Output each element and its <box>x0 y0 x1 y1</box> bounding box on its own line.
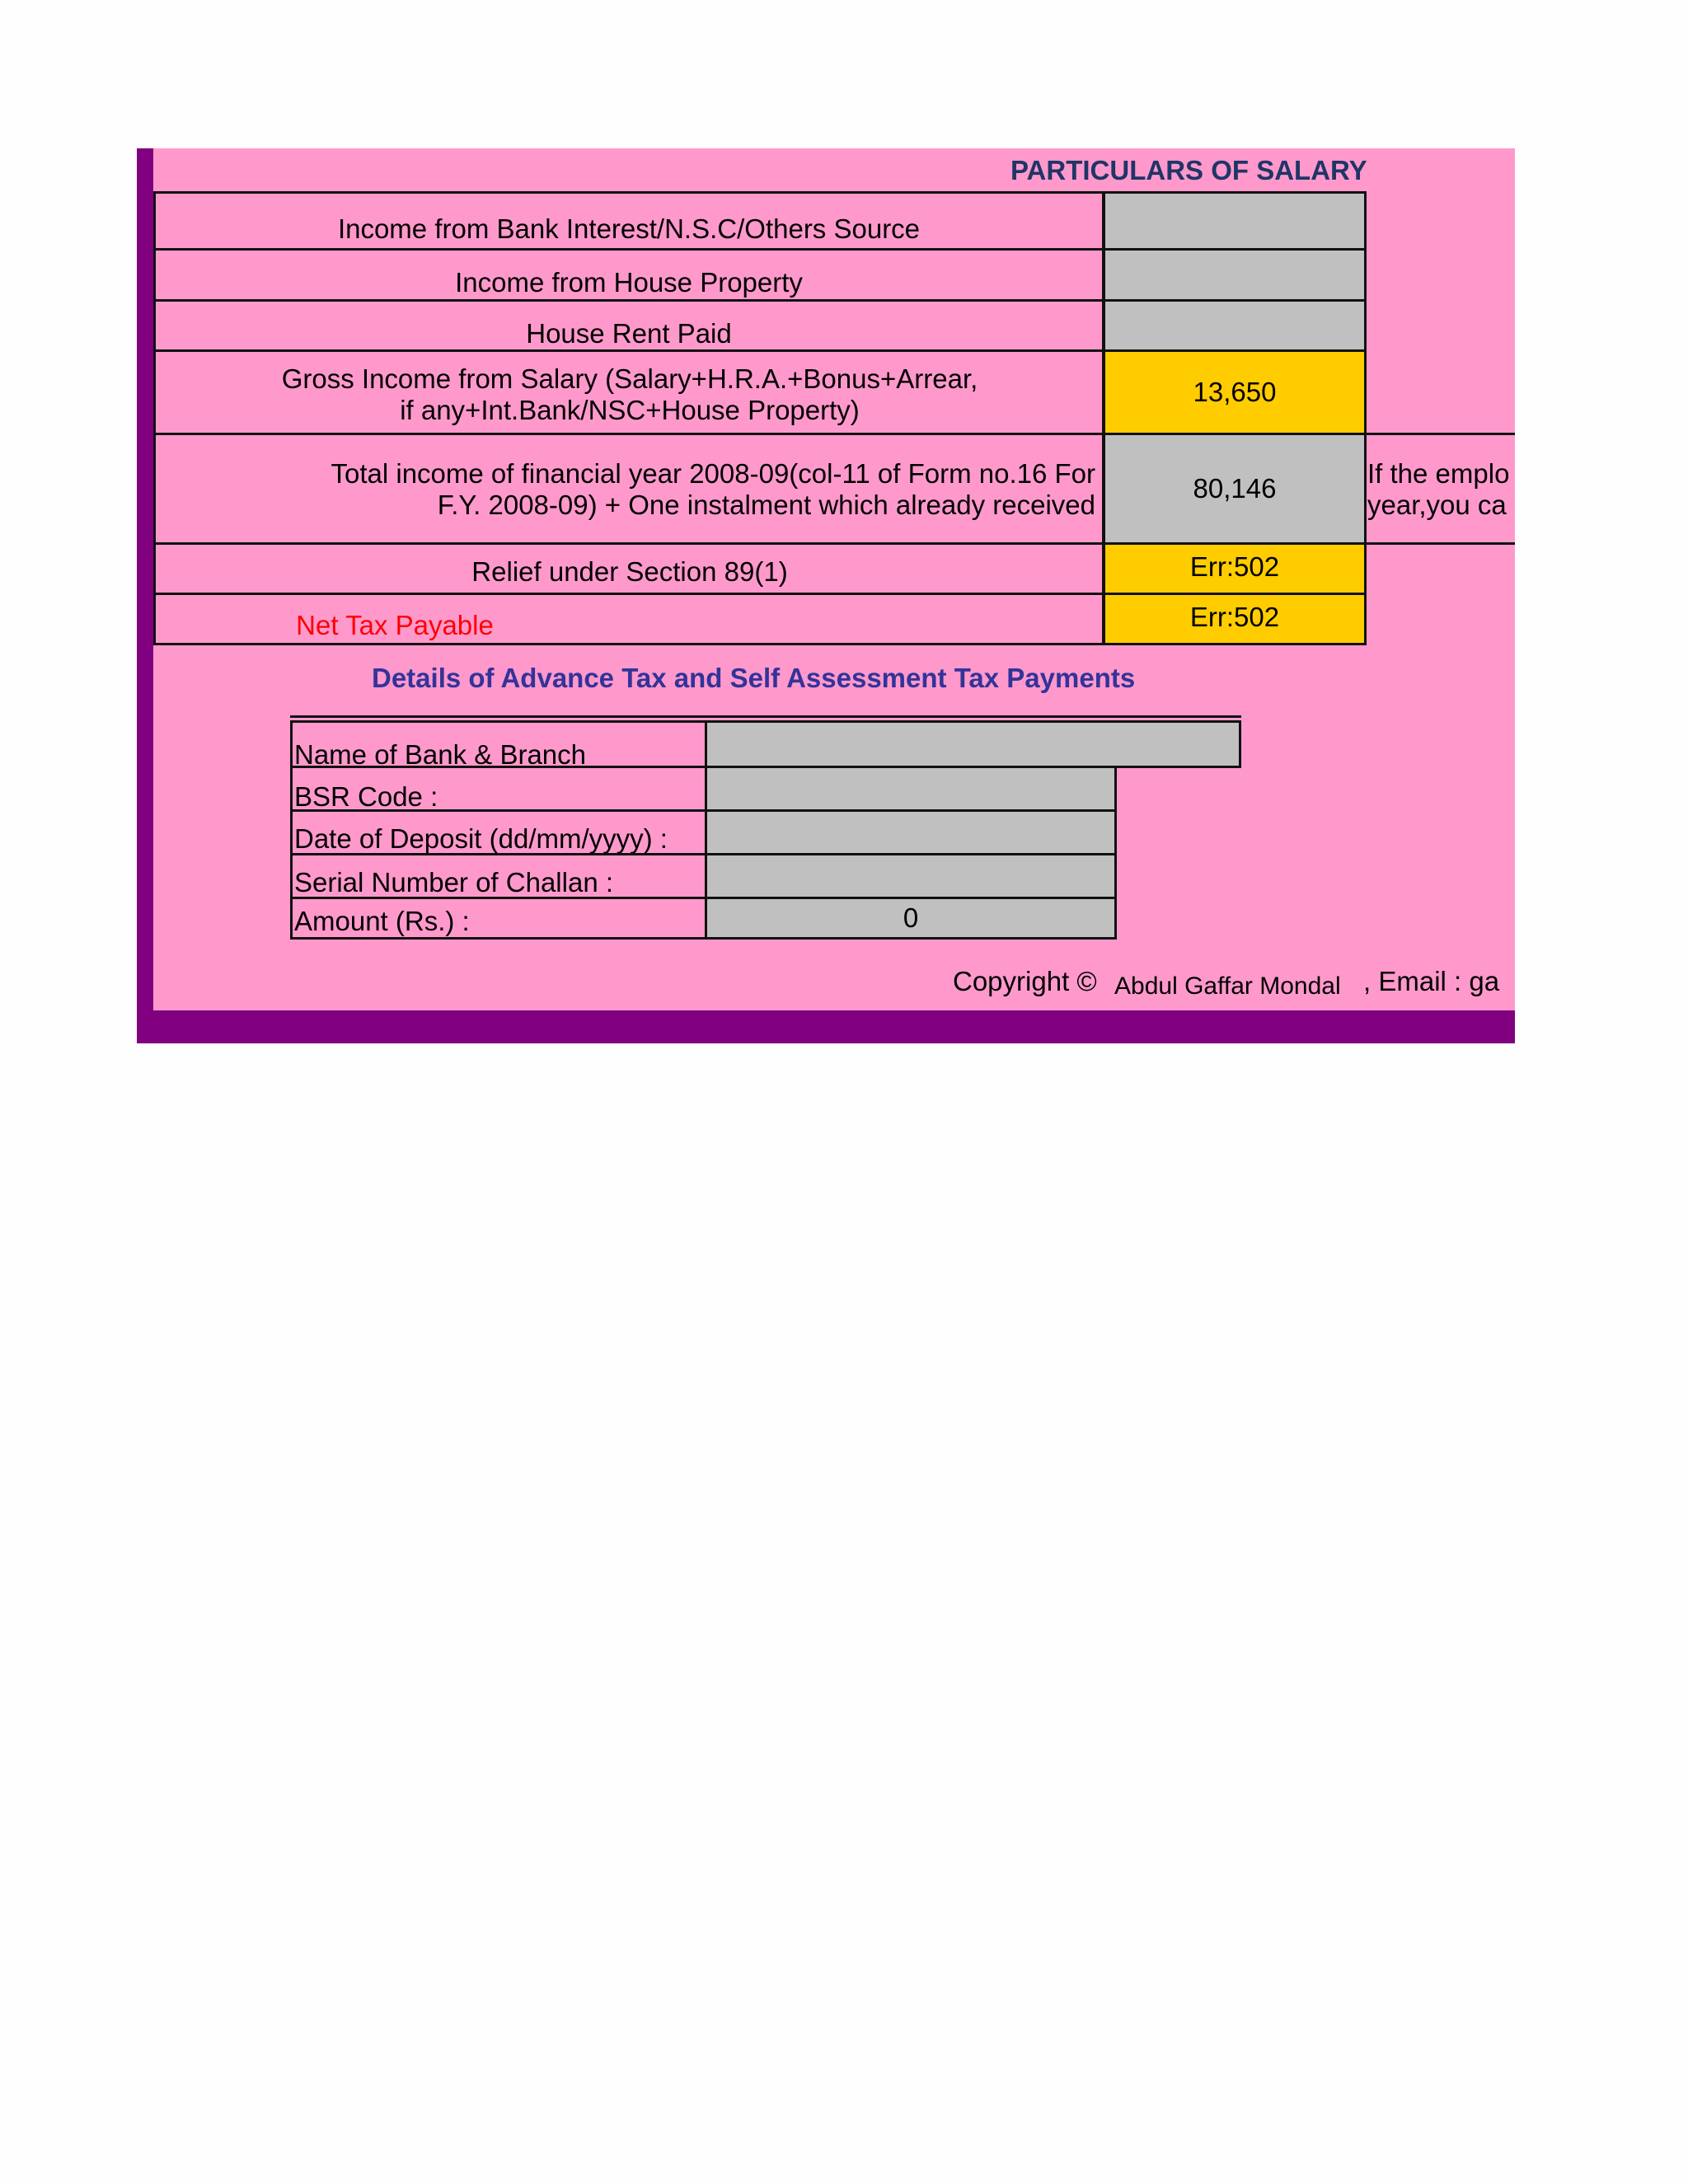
copyright-label: Copyright © <box>953 966 1097 996</box>
row-bank-branch: Name of Bank & Branch <box>290 720 707 768</box>
section-title-salary: PARTICULARS OF SALARY <box>1010 155 1367 185</box>
row-total-income <box>153 433 1104 545</box>
employer-note-cell <box>1364 433 1515 545</box>
row-label: Income from Bank Interest/N.S.C/Others Source <box>337 213 921 244</box>
row-bank-interest <box>153 191 1104 251</box>
row-label: Relief under Section 89(1) <box>471 556 788 587</box>
bottom-border-bar <box>137 1010 1515 1043</box>
row-bsr-code: BSR Code : <box>290 766 707 812</box>
row-house-property <box>153 248 1104 302</box>
bsr-code-input[interactable] <box>705 766 1117 812</box>
house-property-input[interactable] <box>1103 248 1367 302</box>
relief-89-value: Err:502 <box>1103 542 1367 595</box>
row-label: Income from House Property <box>455 267 803 298</box>
row-net-tax-payable <box>153 593 1104 645</box>
section-title-advance-tax: Details of Advance Tax and Self Assessment Tax Payments <box>372 663 1136 693</box>
form-sheet <box>137 148 1515 1043</box>
email-label: , Email : ga <box>1363 966 1500 996</box>
amount-input[interactable]: 0 <box>705 897 1117 940</box>
challan-serial-input[interactable] <box>705 853 1117 899</box>
row-label-line1: Gross Income from Salary (Salary+H.R.A.+Bonus+Arrear, <box>281 363 978 394</box>
bank-branch-input[interactable] <box>705 720 1241 768</box>
row-gross-income <box>153 349 1104 435</box>
net-tax-payable-value: Err:502 <box>1103 593 1367 645</box>
row-house-rent-paid <box>153 299 1104 352</box>
row-label-line2: F.Y. 2008-09) + One instalment which already received <box>437 490 1095 520</box>
row-relief-89 <box>153 542 1104 595</box>
total-income-value: 80,146 <box>1103 433 1367 545</box>
note-line2: year,you ca <box>1367 490 1507 520</box>
date-of-deposit-input[interactable] <box>705 809 1117 855</box>
row-label: House Rent Paid <box>526 318 732 349</box>
author-name: Abdul Gaffar Mondal <box>1114 972 1341 1000</box>
row-label-line2: if any+Int.Bank/NSC+House Property) <box>400 395 860 425</box>
note-line1: If the emplo <box>1367 458 1510 489</box>
house-rent-paid-input[interactable] <box>1103 299 1367 352</box>
bank-interest-input[interactable] <box>1103 191 1367 251</box>
row-amount: Amount (Rs.) : <box>290 897 707 940</box>
table-top-rule <box>290 715 1241 718</box>
gross-income-value: 13,650 <box>1103 349 1367 435</box>
left-border-bar <box>137 148 153 1043</box>
row-label-line1: Total income of financial year 2008-09(col-11 of Form no.16 For <box>331 458 1095 489</box>
row-date-of-deposit: Date of Deposit (dd/mm/yyyy) : <box>290 809 707 855</box>
row-label-net-tax: Net Tax Payable <box>296 610 494 640</box>
row-challan-serial: Serial Number of Challan : <box>290 853 707 899</box>
